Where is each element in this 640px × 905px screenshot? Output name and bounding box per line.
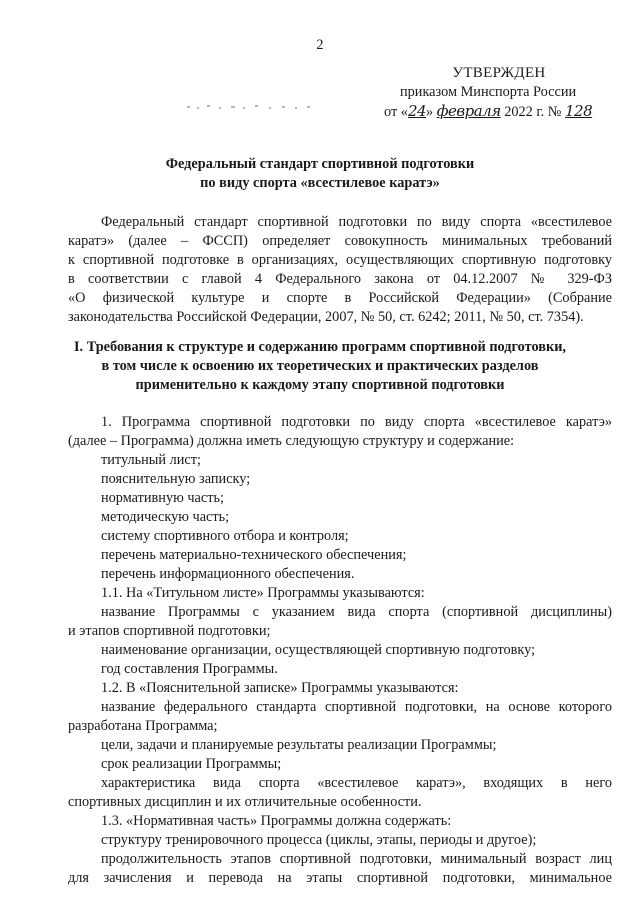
list-item: перечень информационного обеспечения. <box>101 566 355 582</box>
list-item: наименование организации, осуществляющей спортивную подготовку; <box>101 642 536 658</box>
list-item: пояснительную записку; <box>101 471 251 487</box>
page-number: 2 <box>316 37 324 53</box>
approval-date-line <box>384 102 592 122</box>
date-year: 2022 г. № <box>500 104 566 120</box>
approval-order-line: приказом Минспорта России <box>400 84 577 100</box>
order-number-handwritten: 128 <box>565 102 593 120</box>
intro-line: Федеральный стандарт спортивной подготовки по виду спорта «всестилевое <box>101 214 612 230</box>
list-item: срок реализации Программы; <box>101 756 282 772</box>
date-day-handwritten: 24 <box>407 102 427 120</box>
intro-line: в соответствии с главой 4 Федерального закона от 04.12.2007 № 329-ФЗ <box>68 271 612 287</box>
list-item: название федерального стандарта спортивной подготовки, на основе которого <box>101 699 612 715</box>
intro-line: к спортивной подготовке в организациях, осуществляющих спортивную подготовку <box>68 252 612 268</box>
document-title-line-1: Федеральный стандарт спортивной подготовки <box>165 156 475 172</box>
date-month-handwritten: февраля <box>436 102 501 120</box>
list-item-continuation: разработана Программа; <box>68 718 218 734</box>
intro-line: «О физической культуре и спорте в Российской Федерации» (Собрание <box>68 290 612 306</box>
subsection-line: 1.3. «Нормативная часть» Программы должна содержать: <box>101 813 452 829</box>
approval-heading: УТВЕРЖДЕН <box>452 65 546 81</box>
list-item: структуру тренировочного процесса (циклы, этапы, периоды и другое); <box>101 832 537 848</box>
body-line: 1. Программа спортивной подготовки по виду спорта «всестилевое каратэ» <box>101 414 612 430</box>
list-item: год составления Программы. <box>101 661 278 677</box>
intro-line: законодательства Российской Федерации, 2007, № 50, ст. 6242; 2011, № 50, ст. 7354). <box>68 309 584 325</box>
list-item: название Программы с указанием вида спорта (спортивной дисциплины) <box>101 604 612 620</box>
subsection-line: 1.1. На «Титульном листе» Программы указываются: <box>101 585 425 601</box>
list-item-continuation: для зачисления и перевода на этапы спортивной подготовки, минимальное <box>68 870 612 886</box>
section-heading-line-2: в том числе к освоению их теоретических и практических разделов <box>101 358 539 374</box>
list-item: цели, задачи и планируемые результаты реализации Программы; <box>101 737 497 753</box>
list-item-continuation: и этапов спортивной подготовки; <box>68 623 271 639</box>
section-heading-line-3: применительно к каждому этапу спортивной подготовки <box>135 377 505 393</box>
list-item-continuation: спортивных дисциплин и их отличительные особенности. <box>68 794 422 810</box>
document-title-line-2: по виду спорта «всестилевое каратэ» <box>200 175 440 191</box>
list-item: титульный лист; <box>101 452 201 468</box>
list-item: методическую часть; <box>101 509 230 525</box>
list-item: систему спортивного отбора и контроля; <box>101 528 349 544</box>
list-item: характеристика вида спорта «всестилевое каратэ», входящих в него <box>101 775 612 791</box>
faint-stamp-mark <box>185 102 315 112</box>
subsection-line: 1.2. В «Пояснительной записке» Программы указываются: <box>101 680 459 696</box>
date-prefix: от « <box>384 104 408 120</box>
body-line: (далее – Программа) должна иметь следующую структуру и содержание: <box>68 433 515 449</box>
list-item: продолжительность этапов спортивной подготовки, минимальный возраст лиц <box>101 851 612 867</box>
list-item: перечень материально-технического обеспечения; <box>101 547 407 563</box>
list-item: нормативную часть; <box>101 490 224 506</box>
intro-line: каратэ» (далее – ФССП) определяет совокупность минимальных требований <box>68 233 612 249</box>
section-heading-line-1: I. Требования к структуре и содержанию программ спортивной подготовки, <box>73 339 567 355</box>
date-mid: » <box>426 104 437 120</box>
